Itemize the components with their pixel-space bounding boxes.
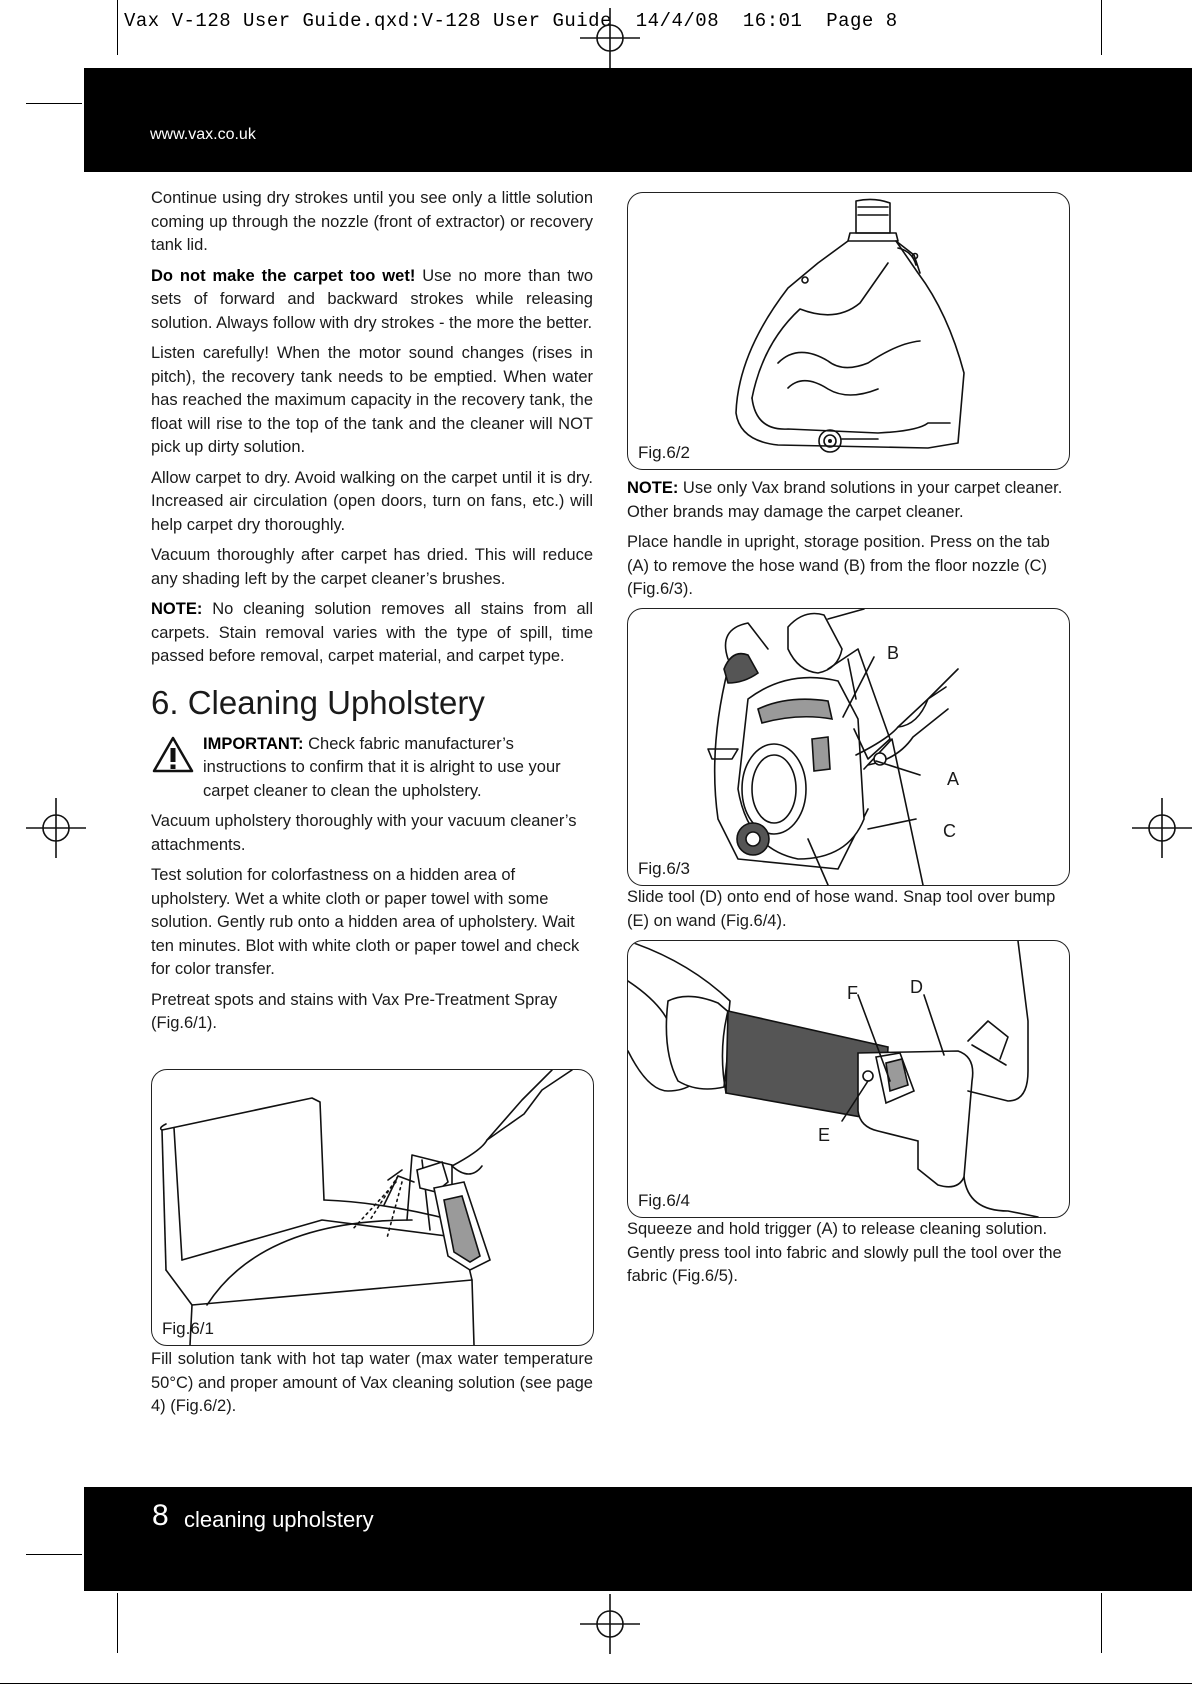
paragraph-pretreat: Pretreat spots and stains with Vax Pre-Treatment Spray (Fig.6/1). (151, 990, 558, 1032)
figure-caption: Fig.6/1 (162, 1319, 214, 1338)
warning-lead: Do not make the carpet too wet! (151, 266, 416, 285)
label-a: A (947, 769, 960, 789)
footer-section-label: cleaning upholstery (184, 1507, 374, 1532)
paragraph-place-handle: Place handle in upright, storage position. Press on the tab (A) to remove the hose wand (B) from the floor nozzle (C) (Fig.6/3). (627, 533, 1050, 598)
registration-mark-top (580, 8, 640, 68)
figure-caption: Fig.6/4 (638, 1191, 690, 1210)
crop-mark (26, 103, 82, 104)
label-e: E (818, 1125, 831, 1145)
note-lead: NOTE: (151, 600, 203, 618)
figure-6-4 (627, 940, 1070, 1218)
paragraph-squeeze-wrap (627, 1218, 1070, 1296)
label-b: B (887, 643, 900, 663)
warning-triangle-icon (151, 735, 195, 775)
header-url[interactable]: www.vax.co.uk (150, 126, 256, 143)
figure-caption: Fig.6/3 (638, 859, 690, 878)
important-lead: IMPORTANT: (203, 734, 304, 753)
paragraph-dry-strokes: Continue using dry strokes until you see only a little solution coming up through the nozzle (front of extractor) or recovery tank lid. (151, 189, 593, 254)
paragraph-vacuum-upholstery: Vacuum upholstery thoroughly with your vacuum cleaner’s attachments. (151, 812, 577, 854)
footer-bar (84, 1487, 1192, 1591)
paragraph-colorfastness: Test solution for colorfastness on a hidden area of upholstery. Wet a white cloth or paper towel with some solution. Gently rub onto a hidden area of upholstery. Wait ten minutes. Blot with white cloth or paper towel and check for color transfer. (151, 866, 580, 978)
paragraph-listen-carefully: Listen carefully! When the motor sound changes (rises in pitch), the recovery tank needs to be emptied. When water has reached the maximum capacity in the recovery tank, the float will rise to the top of the tank and the cleaner will NOT pick up dirty solution. (151, 344, 593, 456)
header-bar (84, 68, 1192, 172)
crop-mark (1101, 1593, 1102, 1653)
crop-mark (1101, 0, 1102, 55)
figure-6-2 (627, 192, 1070, 470)
armchair-spray-illustration (152, 1070, 593, 1345)
figure-6-3 (627, 608, 1070, 886)
label-c: C (943, 821, 956, 841)
crop-mark (117, 1593, 118, 1653)
label-d: D (910, 977, 923, 997)
right-column (627, 477, 1070, 609)
registration-mark-bottom (580, 1594, 640, 1654)
paragraph-vax-only (627, 477, 1070, 524)
crop-mark (26, 1554, 82, 1555)
paragraph-not-too-wet (151, 265, 593, 336)
section-title: 6. Cleaning Upholstery (151, 683, 485, 721)
note-body: No cleaning solution removes all stains from all carpets. Stain removal varies with the type of spill, time passed before removal, carpet material, and carpet type. (151, 600, 593, 665)
page-number: 8 (152, 1499, 169, 1532)
solution-tank-illustration (628, 193, 1069, 469)
label-f: F (847, 983, 858, 1003)
note-lead: NOTE: (627, 479, 679, 497)
trim-line (0, 1683, 1192, 1684)
note-body: Use only Vax brand solutions in your carpet cleaner. Other brands may damage the carpet cleaner. (627, 479, 1063, 521)
paragraph-slide-tool-wrap (627, 886, 1070, 940)
hose-wand-illustration (628, 609, 1069, 885)
paragraph-slide-tool: Slide tool (D) onto end of hose wand. Snap tool over bump (E) on wand (Fig.6/4). (627, 888, 1056, 930)
paragraph-vacuum-after: Vacuum thoroughly after carpet has dried. This will reduce any shading left by the carpet cleaner’s brushes. (151, 546, 593, 588)
paragraph-allow-to-dry: Allow carpet to dry. Avoid walking on the carpet until it is dry. Increased air circulation (open doors, turn on fans, etc.) will help carpet dry thoroughly. (151, 468, 593, 534)
registration-mark-left (26, 798, 86, 858)
paragraph-important (151, 733, 593, 804)
figure-6-1 (151, 1069, 594, 1346)
left-column (151, 187, 593, 1043)
paragraph-fill-tank-wrap (151, 1348, 593, 1426)
paragraph-fill-tank: Fill solution tank with hot tap water (max water temperature 50°C) and proper amount of Vax cleaning solution (see page 4) (Fig.6/2). (151, 1350, 593, 1415)
figure-caption: Fig.6/2 (638, 443, 690, 462)
registration-mark-right (1132, 798, 1192, 858)
print-slug: Vax V-128 User Guide.qxd:V-128 User Guide 14/4/08 16:01 Page 8 (124, 10, 898, 32)
paragraph-note-stains (151, 598, 593, 669)
important-body: Check fabric manufacturer’s instructions to confirm that it is alright to use your carpet cleaner to clean the upholstery. (203, 734, 561, 800)
warning-body: Use no more than two sets of forward and backward strokes while releasing solution. Always follow with dry strokes - the more the better. (151, 266, 594, 332)
paragraph-squeeze-trigger: Squeeze and hold trigger (A) to release cleaning solution. Gently press tool into fabric and slowly pull the tool over the fabric (Fig.6/5). (627, 1220, 1062, 1285)
crop-mark (117, 0, 118, 55)
